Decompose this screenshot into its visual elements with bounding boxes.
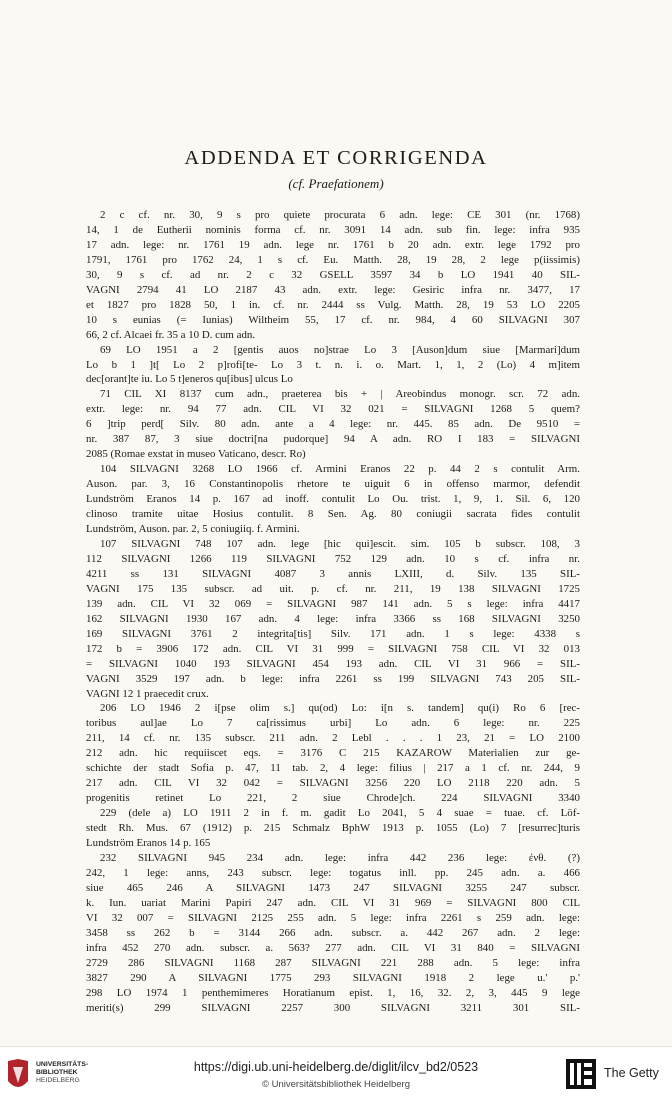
text-line: 2 c cf. nr. 30, 9 s pro quiete procurata 6 adn. lege: CE 301 (nr. 1768): [100, 209, 580, 221]
getty-label: The Getty: [604, 1066, 659, 1080]
text-line: 69 LO 1951 a 2 [gentis auos no]strae Lo 3 [Auson]dum siue [Marmari]dum: [100, 343, 580, 356]
text-line: 212 adn. hic requiiscet eqs. = 3176 C 215 KAZAROW Materialien zur ge-: [86, 747, 580, 760]
text-line: 14, 1 de Eutherii nominis forma cf. nr. 3091 14 adn. sub fin. lege: infra 935: [86, 223, 580, 236]
text-line: dec[orant]te iu. Lo 5 t]eneros qu[ibus] ulcus Lo: [86, 373, 293, 386]
text-line: Lo b 1 ]t[ Lo 2 p]rofi[te- Lo 3 t. n. i. o. Mart. 1, 1, 2 (Lo) 4 m]item: [86, 358, 580, 371]
text-line: meriti(s) 299 SILVAGNI 2257 300 SILVAGNI 3211 301 SIL-: [86, 1001, 580, 1014]
text-line: VAGNI 2794 41 LO 2187 43 adn. extr. lege: Gesiric infra nr. 3477, 17: [86, 283, 580, 296]
text-line: progenitis retinet Lo 221, 2 siue Chrode]ch. 224 SILVAGNI 3340: [86, 792, 580, 805]
ub-line-2: BIBLIOTHEK: [36, 1069, 78, 1076]
text-line: = SILVAGNI 1040 193 SILVAGNI 454 193 adn. CIL VI 31 966 = SIL-: [86, 657, 580, 670]
text-line: infra 452 270 adn. subscr. a. 563? 277 adn. CIL VI 31 840 = SILVAGNI: [86, 941, 580, 954]
text-line: 66, 2 cf. Alcaei fr. 35 a 10 D. cum adn.: [86, 328, 256, 341]
text-line: Lundström Eranos 14 p. 165: [86, 837, 211, 850]
text-line: 2729 286 SILVAGNI 1168 287 SILVAGNI 221 288 adn. 5 lege: infra: [86, 956, 580, 969]
text-line: k. Iun. uariat Marini Papiri 247 adn. CIL VI 31 969 = SILVAGNI 800 CIL: [86, 896, 580, 909]
text-line: 30, 9 s cf. ad nr. 2 c 32 GSELL 3597 34 b LO 1941 40 SIL-: [86, 268, 580, 281]
text-line: 229 (dele a) LO 1911 2 in f. m. gadit Lo 2041, 5 4 suae = tuae. cf. Löf-: [100, 807, 580, 820]
text-line: stedt Rh. Mus. 67 (1912) p. 215 Schmalz BphW 1913 p. 1055 (Lo) 7 [resurrec]turis: [86, 822, 580, 835]
page-subtitle: (cf. Praefationem): [288, 176, 384, 191]
text-line: 112 SILVAGNI 1266 119 SILVAGNI 752 129 adn. 10 s cf. infra nr.: [86, 552, 580, 565]
text-line: Auson. par. 3, 16 Constantinopolis rhetore te uiguit 6 in offenso marmor, defendit: [86, 478, 580, 491]
text-line: extr. lege: nr. 94 77 adn. CIL VI 32 021 = SILVAGNI 1268 5 quem?: [86, 403, 580, 416]
text-line: 1791, 1761 pro 1762 24, 1 s cf. Eu. Matth. 28, 19 28, 2 lege p(iissimis): [86, 253, 580, 266]
copyright-notice: © Universitätsbibliothek Heidelberg: [262, 1079, 410, 1090]
text-line: clinoso tramite uitae Hosius contulit. 8 Sen. Ag. 80 coniugii sacrata fides contulit: [86, 508, 580, 521]
text-line: 242, 1 lege: anns, 243 subscr. lege: togatus inll. pp. 245 adn. a. 466: [86, 866, 580, 879]
text-line: 2085 (Romae exstat in museo Vaticano, descr. Ro): [86, 448, 306, 461]
text-line: siue 465 246 A SILVAGNI 1473 247 SILVAGNI 3255 247 subscr.: [86, 881, 580, 894]
text-line: schichte der stadt Sofia p. 47, 11 tab. 2, 4 lege: filius | 217 a 1 cf. nr. 244, 9: [86, 762, 580, 775]
text-line: 104 SILVAGNI 3268 LO 1966 cf. Armini Eranos 22 p. 44 2 s contulit Arm.: [100, 463, 580, 476]
text-line: 71 CIL XI 8137 cum adn., praeterea bis + | Areobindus monogr. scr. 72 adn.: [100, 388, 580, 401]
text-line: toribus aul]ae Lo 7 ca[rissimus urbi] Lo adn. 6 lege: nr. 225: [86, 717, 580, 730]
page-title: ADDENDA ET CORRIGENDA: [184, 147, 488, 169]
text-line: 217 adn. CIL VI 32 042 = SILVAGNI 3256 220 LO 2118 220 adn. 5: [86, 777, 580, 790]
text-line: 107 SILVAGNI 748 107 adn. lege [hic qui]escit. sim. 105 b subscr. 108, 3: [100, 537, 580, 550]
ub-line-1: UNIVERSITÄTS-: [36, 1061, 89, 1068]
text-line: 139 adn. CIL VI 32 069 = SILVAGNI 987 141 adn. 5 s lege: infra 4417: [86, 597, 580, 610]
text-line: 298 LO 1974 1 penthemimeres Horatianum epist. 1, 16, 32. 2, 3, 445 9 lege: [86, 986, 580, 999]
viewer-footer: [0, 1046, 672, 1103]
text-line: 211, 14 cf. nr. 135 subscr. 211 adn. 2 Lebl . . . 1 23, 21 = LO 2100: [86, 732, 580, 745]
text-line: 10 s eunias (= Iunias) Wiltheim 55, 17 cf. nr. 984, 4 60 SILVAGNI 307: [86, 313, 580, 326]
text-line: 162 SILVAGNI 1930 167 adn. 4 lege: infra 3366 ss 168 SILVAGNI 3250: [86, 612, 580, 625]
text-line: 17 adn. lege: nr. 1761 19 adn. lege nr. 1761 b 20 adn. extr. lege 1792 pro: [86, 238, 580, 251]
corrigenda-body: [86, 208, 580, 1015]
text-line: 169 SILVAGNI 3761 2 integrita[tis] Silv. 171 adn. 1 s lege: 4338 s: [86, 627, 580, 640]
text-line: Lundström, Auson. par. 2, 5 coniugiiq. f. Armini.: [86, 523, 300, 536]
text-line: 3827 290 A SILVAGNI 1775 293 SILVAGNI 1918 2 lege u.' p.': [86, 971, 580, 984]
text-line: VAGNI 12 1 praecedit crux.: [86, 687, 209, 700]
text-line: VAGNI 175 135 subscr. ad uit. p. cf. nr. 211, 19 138 SILVAGNI 1725: [86, 582, 580, 595]
text-line: VI 32 007 = SILVAGNI 2125 255 adn. 5 lege: infra 2261 s 259 adn. lege:: [86, 911, 580, 924]
text-line: 6 ]trip perd[ Silv. 80 adn. ante a 4 lege: nr. 445. 85 adn. De 9510 =: [86, 418, 580, 431]
text-line: et 1827 pro 1828 50, 1 in. cf. nr. 2444 ss Vulg. Matth. 28, 19 53 LO 2205: [86, 298, 580, 311]
text-line: VAGNI 3529 197 adn. b lege: infra 2261 ss 199 SILVAGNI 743 205 SIL-: [86, 672, 580, 685]
text-line: 4211 ss 131 SILVAGNI 4087 3 annis LXIII, d. Silv. 135 SIL-: [86, 567, 580, 580]
text-line: 172 b = 3906 172 adn. CIL VI 31 999 = SILVAGNI 758 CIL VI 32 013: [86, 642, 580, 655]
text-line: Lundström Eranos 14 p. 167 ad inoff. contulit Lo Ou. trist. 1, 9, 1. Sil. 6, 120: [86, 493, 580, 506]
text-line: nr. 387 87, 3 siue doctri[na pudorque] 94 A adn. RO I 183 = SILVAGNI: [86, 433, 580, 446]
text-line: 3458 ss 262 b = 3144 266 adn. subscr. a. 442 267 adn. 2 lege:: [86, 926, 580, 939]
permalink-url[interactable]: https://digi.ub.uni-heidelberg.de/diglit/ilcv_bd2/0523: [193, 1060, 479, 1074]
getty-logo-icon[interactable]: [566, 1059, 596, 1089]
ub-line-3: HEIDELBERG: [36, 1077, 80, 1084]
text-line: 206 LO 1946 2 i[pse olim s.] qu(od) Lo: i[n s. tandem] qu(i) Ro 6 [rec-: [100, 702, 580, 715]
text-line: 232 SILVAGNI 945 234 adn. lege: infra 442 236 lege: ἐνθ. (?): [100, 851, 580, 864]
